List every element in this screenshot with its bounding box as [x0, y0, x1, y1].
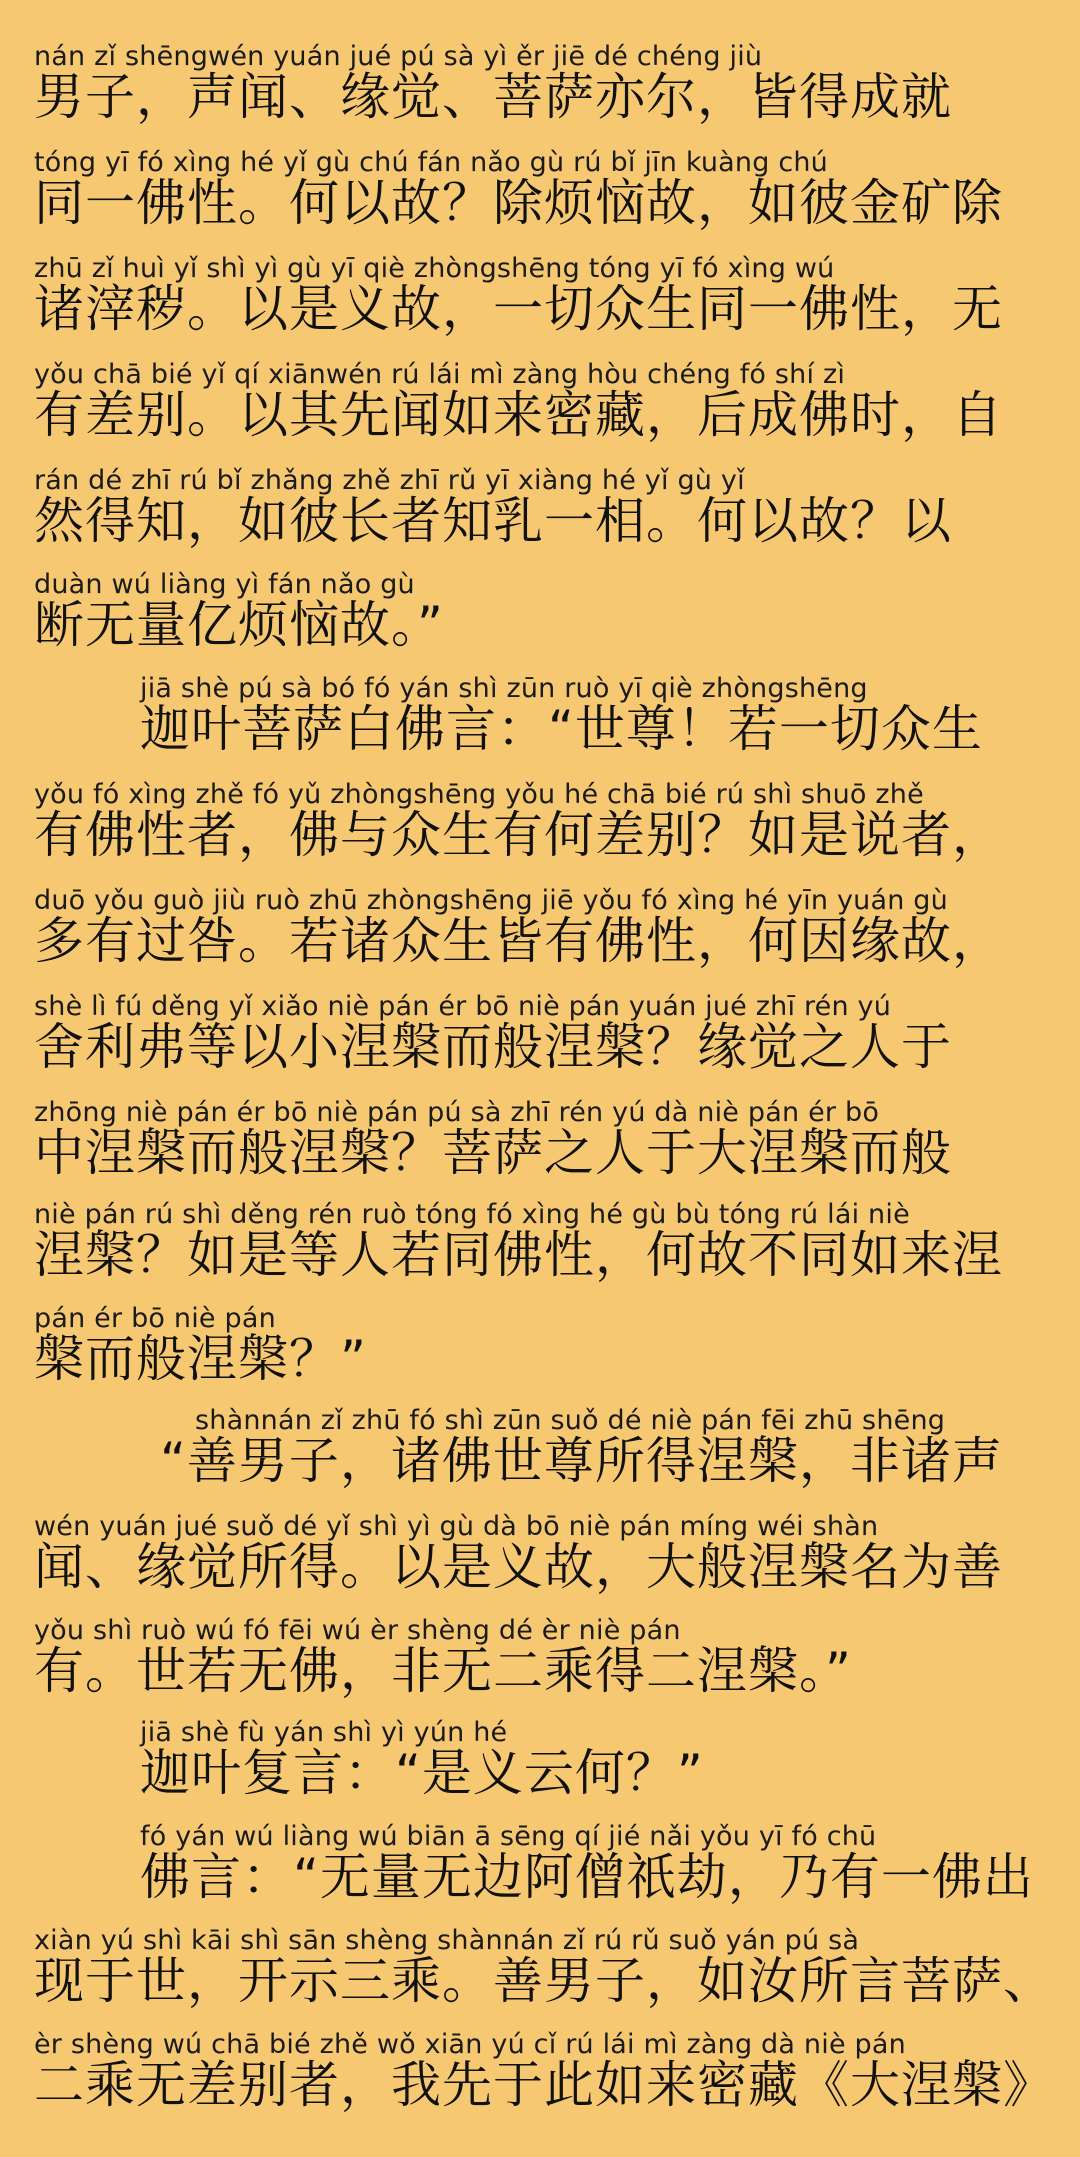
chinese-text: 诸滓秽。以是义故，一切众生同一佛性，无 — [34, 280, 1003, 338]
pinyin-annotation: rán dé zhī rú bǐ zhǎng zhě zhī rǔ yī xiàng hé yǐ gù yǐ — [34, 465, 745, 496]
chinese-text: 男子，声闻、缘觉、菩萨亦尔，皆得成就 — [34, 68, 952, 126]
chinese-text: 闻、缘觉所得。以是义故，大般涅槃名为善 — [34, 1538, 1003, 1596]
chinese-text: 有差别。以其先闻如来密藏，后成佛时，自 — [34, 386, 1003, 444]
pinyin-annotation: yǒu shì ruò wú fó fēi wú èr shèng dé èr niè pán — [34, 1615, 681, 1646]
pinyin-annotation: shè lì fú děng yǐ xiǎo niè pán ér bō niè pán yuán jué zhī rén yú — [34, 991, 892, 1022]
chinese-text: 现于世，开示三乘。善男子，如汝所言菩萨、 — [34, 1952, 1054, 2010]
chinese-text: 二乘无差别者，我先于此如来密藏《大涅槃》 — [34, 2056, 1054, 2114]
chinese-text: 有。世若无佛，非无二乘得二涅槃。” — [34, 1642, 852, 1700]
pinyin-annotation: duō yǒu guò jiù ruò zhū zhòngshēng jiē yǒu fó xìng hé yīn yuán gù — [34, 885, 948, 916]
pinyin-annotation: duàn wú liàng yì fán nǎo gù — [34, 569, 415, 600]
chinese-text: 多有过咎。若诸众生皆有佛性，何因缘故， — [34, 912, 1003, 970]
chinese-text: 佛言：“无量无边阿僧祇劫，乃有一佛出 — [140, 1848, 1034, 1906]
chinese-text: 槃而般涅槃？” — [34, 1330, 367, 1388]
chinese-text: “善男子，诸佛世尊所得涅槃，非诸声 — [160, 1432, 1003, 1490]
pinyin-annotation: jiā shè fù yán shì yì yún hé — [140, 1717, 508, 1748]
chinese-text: 舍利弗等以小涅槃而般涅槃？缘觉之人于 — [34, 1018, 952, 1076]
chinese-text: 同一佛性。何以故？除烦恼故，如彼金矿除 — [34, 174, 1003, 232]
pinyin-annotation: yǒu chā bié yǐ qí xiānwén rú lái mì zàng hòu chéng fó shí zì — [34, 359, 846, 390]
chinese-text: 涅槃？如是等人若同佛性，何故不同如来涅 — [34, 1226, 1003, 1284]
pinyin-annotation: pán ér bō niè pán — [34, 1303, 276, 1334]
pinyin-annotation: yǒu fó xìng zhě fó yǔ zhòngshēng yǒu hé chā bié rú shì shuō zhě — [34, 779, 924, 810]
pinyin-annotation: zhū zǐ huì yǐ shì yì gù yī qiè zhòngshēng tóng yī fó xìng wú — [34, 253, 835, 284]
chinese-text: 迦叶菩萨白佛言：“世尊！若一切众生 — [140, 700, 983, 758]
pinyin-annotation: nán zǐ shēngwén yuán jué pú sà yì ěr jiē dé chéng jiù — [34, 41, 763, 72]
chinese-text: 然得知，如彼长者知乳一相。何以故？以 — [34, 492, 952, 550]
pinyin-annotation: èr shèng wú chā bié zhě wǒ xiān yú cǐ rú lái mì zàng dà niè pán — [34, 2029, 906, 2060]
pinyin-annotation: shànnán zǐ zhū fó shì zūn suǒ dé niè pán fēi zhū shēng — [195, 1405, 946, 1436]
pinyin-annotation: niè pán rú shì děng rén ruò tóng fó xìng hé gù bù tóng rú lái niè — [34, 1199, 910, 1230]
pinyin-annotation: wén yuán jué suǒ dé yǐ shì yì gù dà bō niè pán míng wéi shàn — [34, 1511, 879, 1542]
chinese-text: 中涅槃而般涅槃？菩萨之人于大涅槃而般 — [34, 1124, 952, 1182]
chinese-text: 断无量亿烦恼故。” — [34, 596, 444, 654]
pinyin-annotation: xiàn yú shì kāi shì sān shèng shànnán zǐ rú rǔ suǒ yán pú sà — [34, 1925, 860, 1956]
pinyin-annotation: tóng yī fó xìng hé yǐ gù chú fán nǎo gù rú bǐ jīn kuàng chú — [34, 147, 828, 178]
pinyin-annotation: zhōng niè pán ér bō niè pán pú sà zhī rén yú dà niè pán ér bō — [34, 1097, 880, 1128]
pinyin-annotation: fó yán wú liàng wú biān ā sēng qí jié nǎi yǒu yī fó chū — [140, 1821, 877, 1852]
pinyin-annotation: jiā shè pú sà bó fó yán shì zūn ruò yī qiè zhòngshēng — [140, 673, 868, 704]
chinese-text: 有佛性者，佛与众生有何差别？如是说者， — [34, 806, 1003, 864]
chinese-text: 迦叶复言：“是义云何？” — [140, 1744, 704, 1802]
